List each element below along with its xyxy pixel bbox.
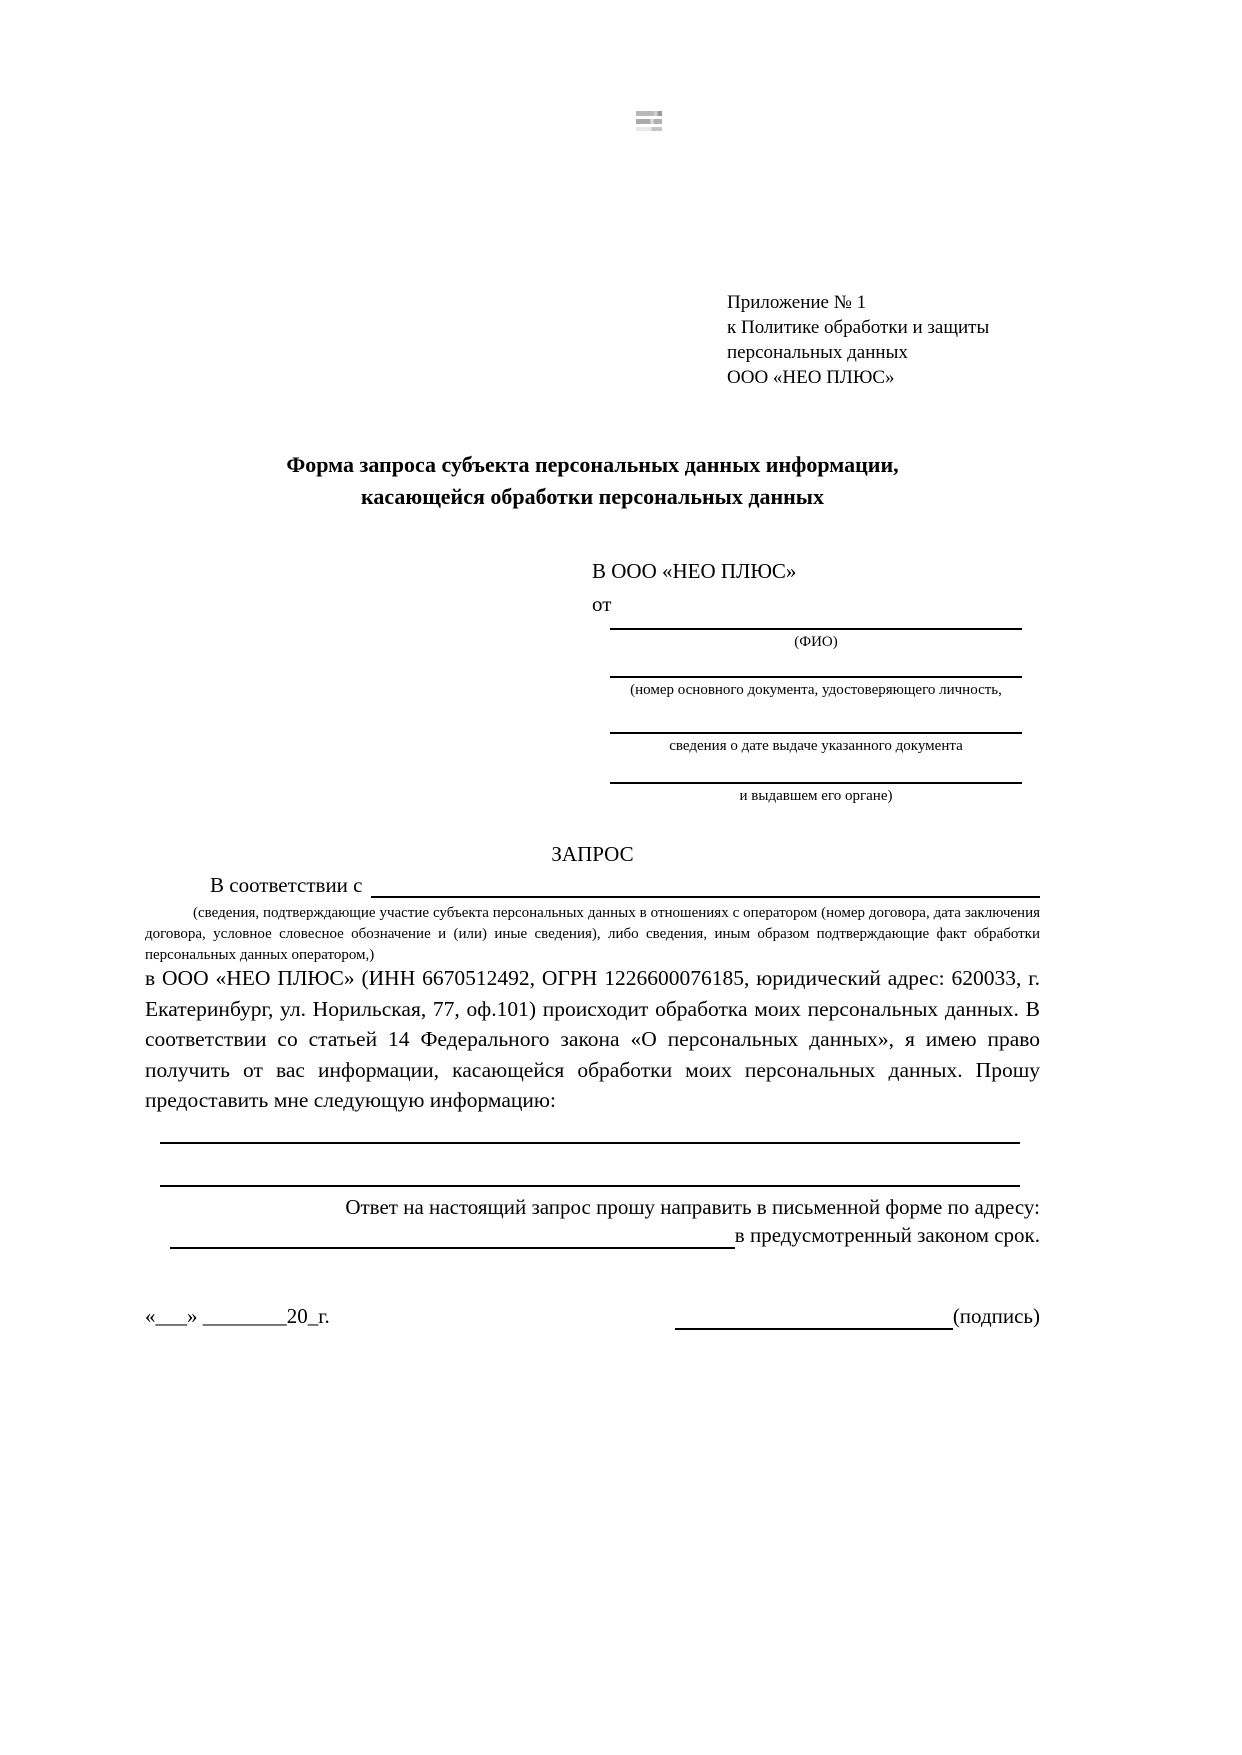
appendix-line-2: к Политике обработки и защиты — [727, 317, 990, 338]
reply-instruction: Ответ на настоящий запрос прошу направить в письменной форме по адресу: — [345, 1195, 1040, 1219]
title-line-1: Форма запроса субъекта персональных данных информации, — [286, 452, 899, 477]
address-fill-line[interactable] — [170, 1222, 735, 1249]
appendix-line-1: Приложение № 1 — [727, 292, 867, 313]
reply-address-row — [145, 1222, 1040, 1249]
reply-deadline-text: в предусмотренный законом срок. — [734, 1223, 1040, 1247]
request-body-paragraph: в ООО «НЕО ПЛЮС» (ИНН 6670512492, ОГРН 1226600076185, юридический адрес: 620033, г. Екатеринбург, ул. Норильская, 77, оф.101) происходит обработка моих персональных данных. В соответствии со статьей 14 Федерального закона «О персональных данных», я имею право получить от вас информации, касающейся обработки моих персональных данных. Прошу предоставить мне следующую информацию: — [145, 966, 1040, 1112]
issue-date-fill-line[interactable] — [610, 716, 1022, 734]
title-line-2: касающейся обработки персональных данных — [361, 484, 824, 509]
request-intro-label: В соответствии с — [210, 873, 363, 897]
document-number-caption: (номер основного документа, удостоверяющего личность, — [630, 682, 1002, 698]
fio-caption: (ФИО) — [794, 634, 838, 650]
information-fill-line-2[interactable] — [160, 1169, 1020, 1187]
signature-fill-line[interactable] — [675, 1303, 953, 1330]
field-issuing-authority — [610, 766, 1022, 806]
appendix-line-4: ООО «НЕО ПЛЮС» — [727, 367, 895, 388]
issuing-authority-fill-line[interactable] — [610, 766, 1022, 784]
addressee-from: от — [592, 592, 612, 616]
icon-bar — [636, 119, 662, 124]
appendix-line-3: персональных данных — [727, 342, 908, 363]
addressee-to: В ООО «НЕО ПЛЮС» — [592, 559, 797, 583]
icon-bar — [636, 127, 662, 131]
document-number-fill-line[interactable] — [610, 660, 1022, 678]
signature-caption: (подпись) — [952, 1304, 1040, 1328]
document-title — [145, 449, 1040, 513]
fio-fill-line[interactable] — [610, 612, 1022, 630]
signature-row — [145, 1303, 1040, 1330]
information-fill-line-1[interactable] — [160, 1126, 1020, 1144]
icon-bar — [636, 111, 662, 116]
image-placeholder-icon — [636, 111, 662, 135]
basis-footnote: (сведения, подтверждающие участие субъекта персональных данных в отношениях с оператором (номер договора, дата заключения договора, условное словесное обозначение и (или) иные сведения), либо сведения, иным образом подтверждающие факт обработки персональных данных оператором,) — [145, 905, 1040, 963]
issuing-authority-caption: и выдавшем его органе) — [739, 788, 893, 804]
request-intro-row — [145, 872, 1040, 898]
date-template[interactable]: «___» ________20_г. — [145, 1304, 330, 1328]
basis-fill-line[interactable] — [371, 872, 1041, 898]
field-fio — [610, 612, 1022, 652]
appendix-block — [727, 290, 989, 390]
request-heading: ЗАПРОС — [551, 842, 634, 866]
field-issue-date — [610, 716, 1022, 756]
field-document-number — [610, 660, 1022, 700]
signature-area — [675, 1303, 1040, 1330]
issue-date-caption: сведения о дате выдаче указанного документа — [669, 738, 963, 754]
